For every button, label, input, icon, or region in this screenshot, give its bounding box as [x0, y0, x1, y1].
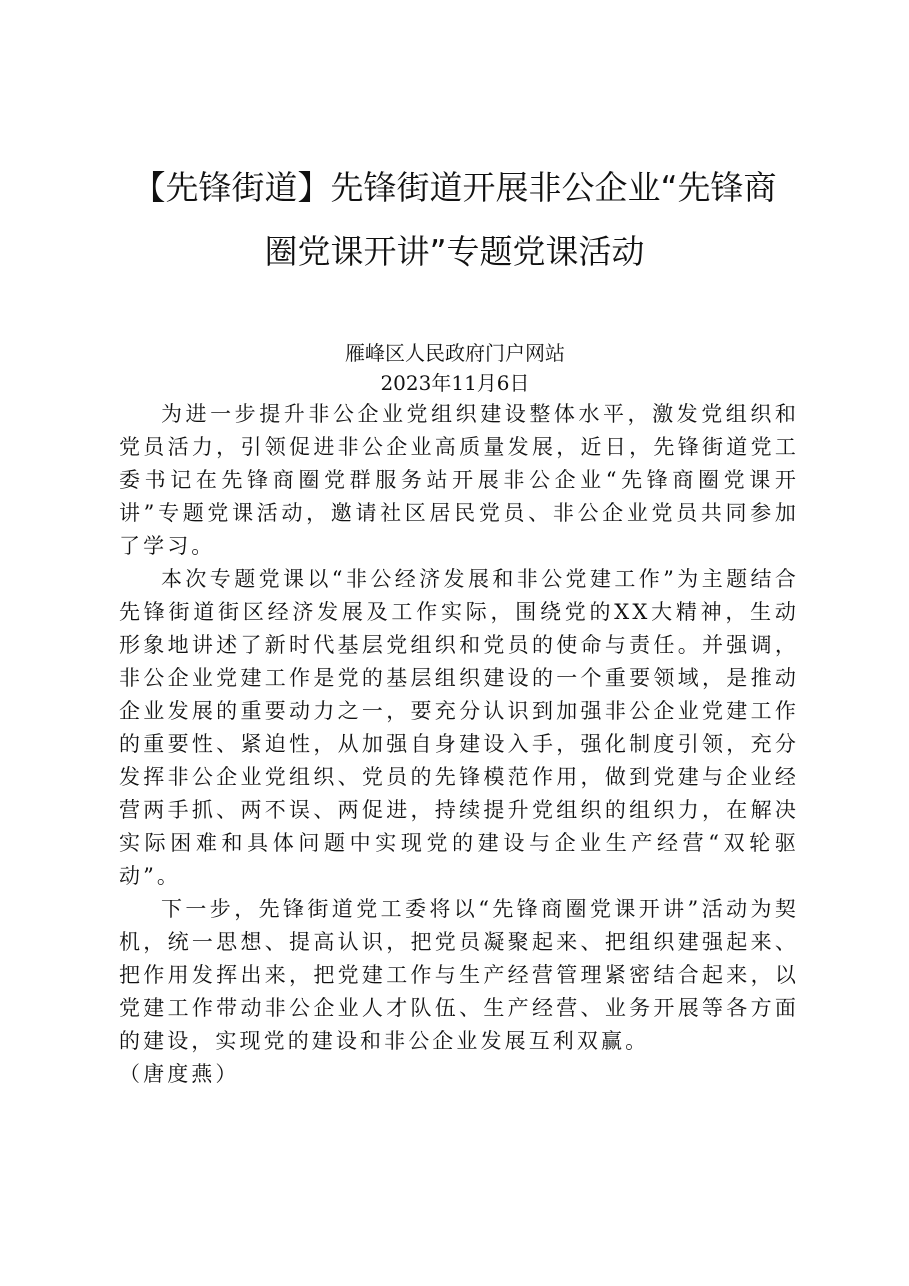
paragraph-2: 本次专题党课以“非公经济发展和非公党建工作”为主题结合先锋街道街区经济发展及工作实际，围绕党的XX大精神，生动形象地讲述了新时代基层党组织和党员的使命与责任。并强调，非公企业党建工作是党的基层组织建设的一个重要领域，是推动企业发展的重要动力之一，要充分认识到加强非公企业党建工作的重要性、紧迫性，从加强自身建设入手，强化制度引领，充分发挥非公企业党组织、党员的先锋模范作用，做到党建与企业经营两手抓、两不误、两促进，持续提升党组织的组织力，在解决实际困难和具体问题中实现党的建设与企业生产经营“双轮驱动”。 [119, 567, 799, 888]
author-credit: （唐度燕） [119, 1062, 240, 1086]
article-body [119, 398, 799, 1091]
paragraph-1: 为进一步提升非公企业党组织建设整体水平，激发党组织和党员活力，引领促进非公企业高质量发展，近日，先锋街道党工委书记在先锋商圈党群服务站开展非公企业“先锋商圈党课开讲”专题党课活动，邀请社区居民党员、非公企业党员共同参加了学习。 [119, 402, 799, 558]
title-line-1: 【先锋街道】先锋街道开展非公企业“先锋商 [132, 168, 777, 207]
document-title [100, 156, 809, 284]
source-line: 雁峰区人民政府门户网站 [345, 341, 565, 365]
document-meta [120, 338, 790, 398]
date-line: 2023年11月6日 [380, 371, 530, 395]
paragraph-3: 下一步，先锋街道党工委将以“先锋商圈党课开讲”活动为契机，统一思想、提高认识，把党员凝聚起来、把组织建强起来、把作用发挥出来，把党建工作与生产经营管理紧密结合起来，以党建工作带动非公企业人才队伍、生产经营、业务开展等各方面的建设，实现党的建设和非公企业发展互利双赢。 [119, 897, 799, 1053]
title-line-2: 圈党课开讲”专题党课活动 [264, 232, 645, 271]
